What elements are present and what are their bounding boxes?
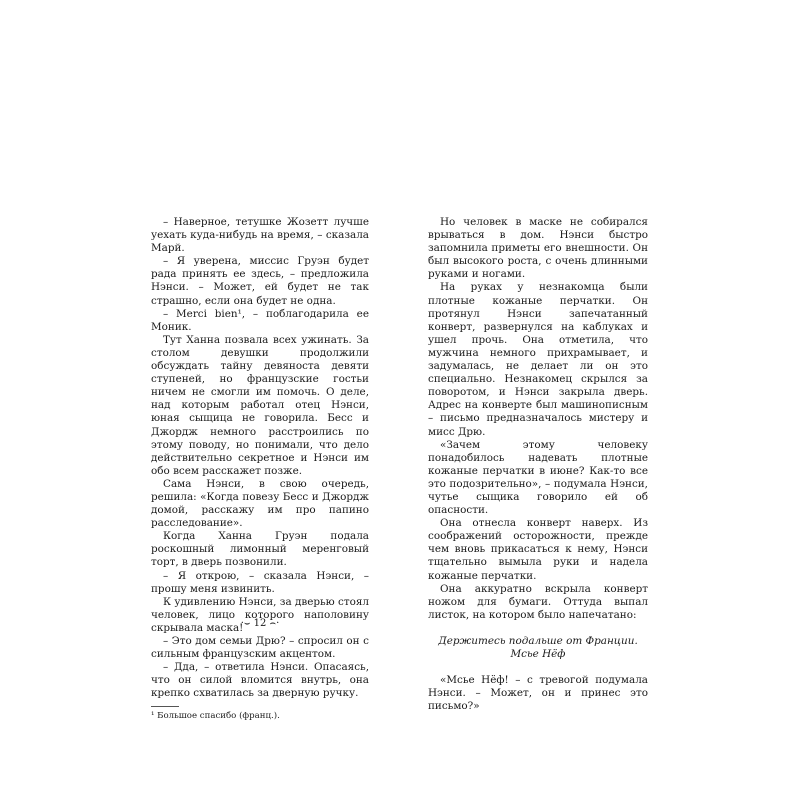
paragraph: – Дда, – ответила Нэнси. Опасаясь, что он силой вломится внутрь, она крепко схватилась за дверную ручку. — [151, 661, 369, 700]
paragraph: Она отнесла конверт наверх. Из соображений осторожности, прежде чем вновь прикасаться к нему, Нэнси тщательно вымыла руки и надела кожаные перчатки. — [428, 517, 648, 582]
letter-text: Держитесь подальше от Франции. — [438, 634, 638, 647]
paragraph: Но человек в маске не собирался врываться в дом. Нэнси быстро запомнила приметы его внешности. Он был высокого роста, с очень длинными руками и ногами. — [428, 216, 648, 281]
paragraph: «Мсье Нёф! – с тревогой подумала Нэнси. – Может, он и принес это письмо?» — [428, 674, 648, 713]
paragraph: – Я открою, – сказала Нэнси, – прошу меня извинить. — [151, 569, 369, 595]
paragraph: Сама Нэнси, в свою очередь, решила: «Когда повезу Бесс и Джордж домой, расскажу им про папино расследование». — [151, 477, 369, 530]
paragraph: Она аккуратно вскрыла конверт ножом для бумаги. Оттуда выпал листок, на котором было напечатано: — [428, 582, 648, 621]
letter-signature: Мсье Нёф — [510, 648, 566, 660]
paragraph: Тут Ханна позвала всех ужинать. За столом девушки продолжили обсуждать тайну девяноста девяти ступеней, но французские гостьи ничем не смогли им помочь. О деле, над которым работал отец Нэнси, юная сыщица не говорила. Бесс и Джордж немного расстроились по этому поводу, но понимали, что дело действительно секретное и Нэнси им обо всем расскажет позже. — [151, 333, 369, 477]
paragraph: Когда Ханна Груэн подала роскошный лимонный меренговый торт, в дверь позвонили. — [151, 530, 369, 569]
right-page — [428, 216, 648, 713]
paragraph: – Это дом семьи Дрю? – спросил он с сильным французским акцентом. — [151, 635, 369, 661]
left-page — [151, 216, 369, 722]
page-number: ·⌣ 12 ⌢· — [240, 618, 280, 629]
paragraph: На руках у незнакомца были плотные кожаные перчатки. Он протянул Нэнси запечатанный конверт, развернулся на каблуках и ушел прочь. Она отметила, что мужчина немного прихрамывает, и задумалась, не делает ли он это специально. Незнакомец скрылся за поворотом, и Нэнси закрыла дверь. Адрес на конверте был машинописным – письмо предназначалось мистеру и мисс Дрю. — [428, 281, 648, 438]
paragraph: – Merci bien¹, – поблагодарила ее Моник. — [151, 307, 369, 333]
paragraph: «Зачем этому человеку понадобилось надевать плотные кожаные перчатки в июне? Как-то все это подозрительно», – подумала Нэнси, чутье сыщика говорило ей об опасности. — [428, 438, 648, 517]
paragraph: – Я уверена, миссис Груэн будет рада принять ее здесь, – предложила Нэнси. – Может, ей будет не так страшно, если она будет не одна. — [151, 255, 369, 307]
footnote-divider — [151, 706, 179, 707]
paragraph: К удивлению Нэнси, за дверью стоял человек, лицо которого наполовину скрывала маска! — [151, 595, 369, 634]
paragraph: – Наверное, тетушке Жозетт лучше уехать куда-нибудь на время, – сказала Марй. — [151, 216, 369, 255]
footnote: ¹ Большое спасибо (франц.). — [151, 711, 280, 722]
